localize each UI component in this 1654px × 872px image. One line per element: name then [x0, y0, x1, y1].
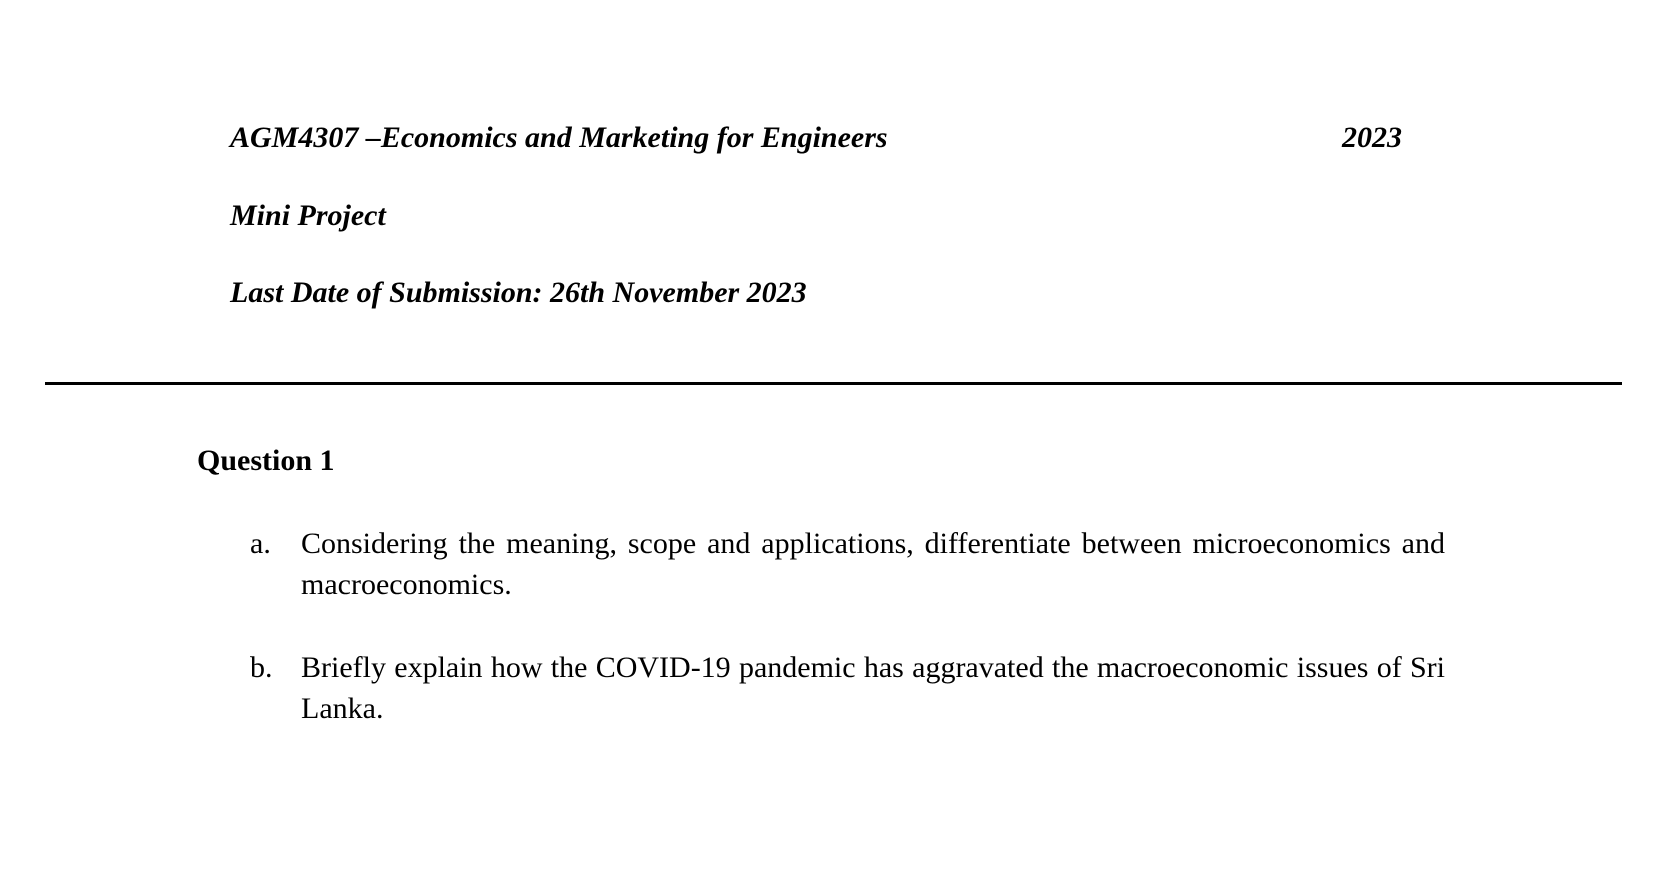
- question-item: [250, 523, 1445, 605]
- item-marker: a.: [250, 527, 271, 560]
- question-heading: Question 1: [197, 444, 335, 477]
- item-marker: b.: [250, 651, 273, 684]
- year-label: 2023: [1342, 121, 1402, 154]
- submission-deadline: Last Date of Submission: 26th November 2023: [230, 276, 807, 309]
- course-title: AGM4307 –Economics and Marketing for Engineers: [230, 121, 888, 154]
- header-divider: [45, 382, 1622, 385]
- question-item: [250, 647, 1445, 729]
- item-text: Considering the meaning, scope and applications, differentiate between microeconomics and macroeconomics.: [301, 527, 1445, 601]
- project-subtitle: Mini Project: [230, 199, 386, 232]
- item-text: Briefly explain how the COVID-19 pandemic has aggravated the macroeconomic issues of Sri Lanka.: [301, 651, 1445, 725]
